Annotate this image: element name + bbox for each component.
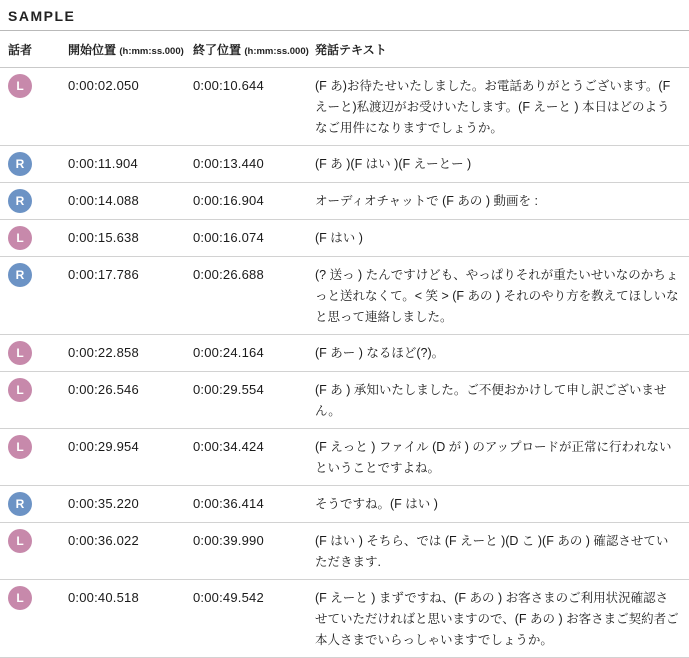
speaker-badge: R [8,492,32,516]
start-time: 0:00:29.954 [68,439,139,454]
speaker-cell [8,152,68,176]
speaker-badge: R [8,263,32,287]
speaker-badge: L [8,586,32,610]
end-time: 0:00:49.542 [193,590,264,605]
table-row [0,429,689,486]
header-start-unit: (h:mm:ss.000) [119,46,184,57]
speaker-cell [8,586,68,610]
table-row [0,372,689,429]
start-time: 0:00:11.904 [68,156,138,171]
speaker-badge: L [8,378,32,402]
start-time: 0:00:15.638 [68,230,139,245]
speaker-badge: R [8,152,32,176]
utterance-text: (F あー ) なるほど(?)。 [315,346,445,360]
table-row [0,580,689,658]
end-time: 0:00:13.440 [193,156,264,171]
speaker-badge: L [8,341,32,365]
end-time: 0:00:16.074 [193,230,264,245]
header-utterance-text: 発話テキスト [315,43,387,57]
start-time: 0:00:36.022 [68,533,139,548]
header-start-position: 開始位置 (h:mm:ss.000) [68,43,184,57]
speaker-cell [8,435,68,459]
speaker-cell [8,529,68,553]
start-time: 0:00:17.786 [68,267,139,282]
table-row [0,486,689,523]
speaker-cell [8,263,68,287]
table-row [0,335,689,372]
speaker-badge: L [8,74,32,98]
table-row [0,146,689,183]
utterance-text: (F あ )(F はい )(F えーとー ) [315,157,472,171]
speaker-badge: R [8,189,32,213]
speaker-cell [8,341,68,365]
table-header [0,31,689,68]
utterance-text: (F あ ) 承知いたしました。ご不便おかけして申し訳ございません。 [315,383,667,418]
speaker-cell [8,492,68,516]
table-row [0,183,689,220]
speaker-badge: L [8,226,32,250]
table-row [0,220,689,257]
end-time: 0:00:16.904 [193,193,264,208]
end-time: 0:00:24.164 [193,345,264,360]
speaker-badge: L [8,435,32,459]
start-time: 0:00:22.858 [68,345,139,360]
utterance-text: そうですね。(F はい ) [315,497,438,511]
end-time: 0:00:26.688 [193,267,264,282]
end-time: 0:00:34.424 [193,439,264,454]
speaker-cell [8,226,68,250]
speaker-cell [8,189,68,213]
end-time: 0:00:29.554 [193,382,264,397]
start-time: 0:00:26.546 [68,382,139,397]
end-time: 0:00:10.644 [193,78,264,93]
start-time: 0:00:40.518 [68,590,139,605]
utterance-text: (F えっと ) ファイル (D が ) のアップロードが正常に行われないということですよね。 [315,440,672,475]
speaker-cell [8,74,68,98]
speaker-cell [8,378,68,402]
utterance-text: (F はい ) [315,231,363,245]
page-title: SAMPLE [8,8,76,24]
transcript-rows [0,68,689,658]
header-end-unit: (h:mm:ss.000) [244,46,309,57]
table-row [0,68,689,146]
utterance-text: オーディオチャットで (F あの ) 動画を : [315,194,538,208]
utterance-text: (? 送っ ) たんですけども、やっぱりそれが重たいせいなのかちょっと送れなくて。< 笑 > (F あの ) それのやり方を教えてほしいなと思って連絡しました。 [315,268,679,324]
utterance-text: (F はい ) そちら、では (F えーと )(D こ )(F あの ) 確認させていただきます. [315,534,669,569]
start-time: 0:00:35.220 [68,496,139,511]
end-time: 0:00:39.990 [193,533,264,548]
start-time: 0:00:14.088 [68,193,139,208]
start-time: 0:00:02.050 [68,78,139,93]
utterance-text: (F あ)お待たせいたしました。お電話ありがとうございます。(F えーと)私渡辺がお受けいたします。(F えーと ) 本日はどのようなご用件になりますでしょうか。 [315,79,671,135]
header-end-position: 終了位置 (h:mm:ss.000) [193,43,309,57]
end-time: 0:00:36.414 [193,496,264,511]
table-row [0,523,689,580]
table-row [0,257,689,335]
speaker-badge: L [8,529,32,553]
utterance-text: (F えーと ) まずですね、(F あの ) お客さまのご利用状況確認させていただければと思いますので、(F あの ) お客さまご契約者ご本人さまでいらっしゃいますでしょうか。 [315,591,679,647]
header-speaker: 話者 [8,43,33,57]
